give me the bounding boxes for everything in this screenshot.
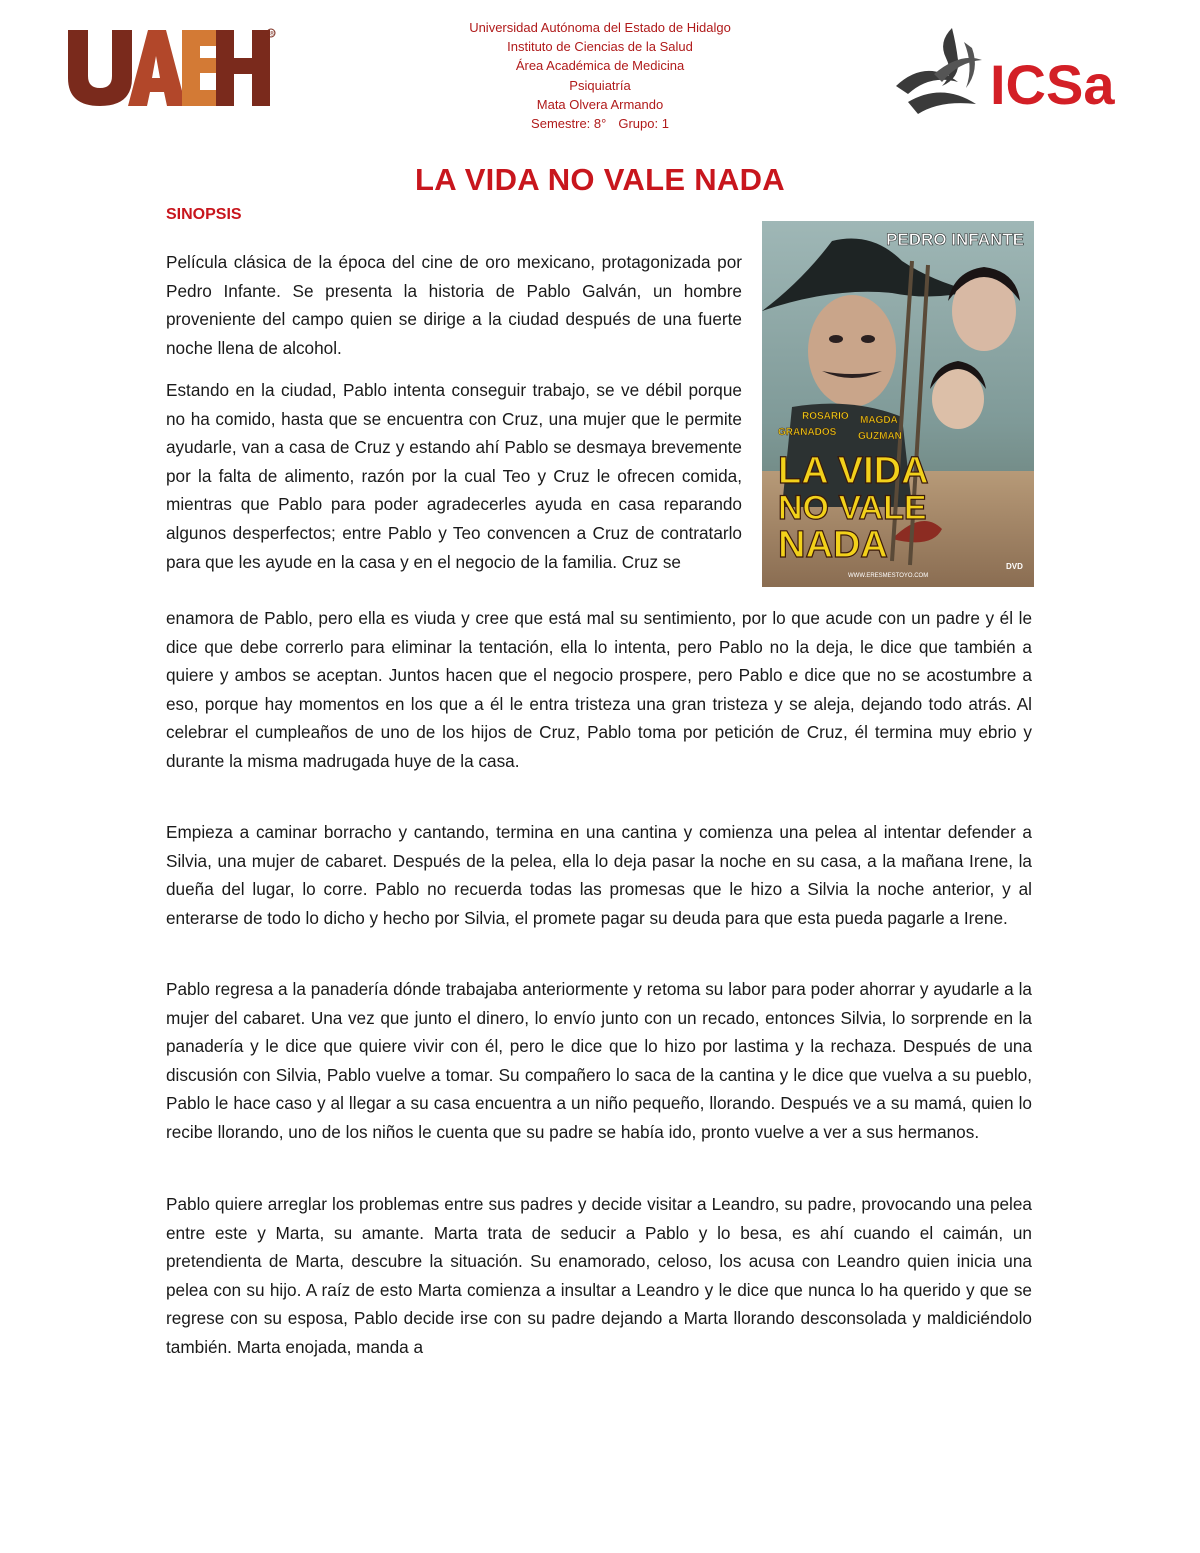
group-label: Grupo: 1 [618,116,669,132]
section-heading: SINOPSIS [166,206,242,223]
paragraph-3: Empieza a caminar borracho y cantando, termina en una cantina y comienza una pelea al intentar defender a Silvia, una mujer de cabaret. Después de la pelea, ella lo deja pasar la noche en su casa, a la mañana Irene, la dueña del lugar, lo corre. Pablo no recuerda todas las promesas que le hizo a Silvia la noche anterior, y al enterarse de todo lo dicho y hecho por Silvia, el promete pagar su deuda para que esta pueda pagarle a Irene. [166,822,1032,928]
poster-costar-2b: GUZMAN [858,431,902,442]
semester-group [380,114,820,133]
poster-costar-2a: MAGDA [860,415,898,426]
poster-costar-1b: GRANADOS [778,427,837,438]
institution-header [380,18,820,133]
poster-title-line-1: LA VIDA [778,450,929,492]
poster-title-line-2: NO VALE [778,489,927,527]
icsa-logo-text: ICSa [990,53,1115,114]
paragraph-1: Película clásica de la época del cine de oro mexicano, protagonizada por Pedro Infante. Se presenta la historia de Pablo Galván, un hombre proveniente del campo quien se dirige a la ciudad después de una fuerte noche llena de alcohol. [166,252,742,358]
movie-poster [762,221,1034,587]
area-name: Área Académica de Medicina [515,58,685,74]
student-name: Mata Olvera Armando [536,96,664,112]
semester-label: Semestre: 8° [531,116,607,132]
paragraph-5: Pablo quiere arreglar los problemas entre sus padres y decide visitar a Leandro, su padre, provocando una pelea entre este y Marta, su amante. Marta trata de seducir a Pablo y lo besa, es ahí cuando el caimán, un pretendienta de Marta, descubre la situación. Su enamorado, celoso, los acusa con Leandro quien inicia una pelea con su hijo. A raíz de esto Marta comienza a insultar a Leandro y le dice que nunca lo ha querido y que se regrese con su esposa, Pablo decide irse con su padre dejando a Marta llorando desconsolada y maldiciéndolo también. Marta enojada, manda a [166,1194,1032,1357]
poster-costar-1a: ROSARIO [802,411,849,422]
poster-site: WWW.ERESMESTOYO.COM [848,573,929,579]
institute-name: Instituto de Ciencias de la Salud [507,39,693,55]
paragraph-2-continued: enamora de Pablo, pero ella es viuda y cree que está mal su sentimiento, por lo que acude con un padre y él le dice que debe correrlo para eliminar la tentación, ella lo intenta, pero Pablo no la deja, le dice que también a quiere y ambos se aceptan. Juntos hacen que el negocio prospere, pero Pablo e dice que no se acostumbre a eso, porque hay momentos en los que a él le entra tristeza una gran tristeza y se aleja, dejando todo atrás. Al celebrar el cumpleaños de uno de los hijos de Cruz, Pablo toma por petición de Cruz, él termina muy ebrio y durante la misma madrugada huye de la casa. [166,608,1032,771]
paragraph-2: Estando en la ciudad, Pablo intenta conseguir trabajo, se ve débil porque no ha comido, hasta que se encuentra con Cruz, una mujer que le permite ayudarle, van a casa de Cruz y estando ahí Pablo se desmaya brevemente por la falta de alimento, razón por la cual Teo y Cruz le ofrecen comida, mientras que Pablo para poder agradecerles ayuda en casa reparando algunos desperfectos; entre Pablo y Teo convencen a Cruz de contratarlo para que les ayude en la casa y en el negocio de la familia. Cruz se [166,380,742,572]
icsa-logo [894,22,1120,114]
poster-title-line-3: NADA [778,524,888,566]
document-title: LA VIDA NO VALE NADA [415,162,785,197]
subject-name: Psiquiatría [569,77,631,93]
movie-poster-art [762,221,1034,587]
paragraph-4: Pablo regresa a la panadería dónde trabajaba anteriormente y retoma su labor para poder ahorrar y ayudarle a la mujer del cabaret. Una vez que junto el dinero, lo envío junto con un recado, entonces Silvia, lo sorprende en la panadería y le dice que quiere vivir con él, pero le dice que lo hizo por lastima y la rechaza. Después de una discusión con Silvia, Pablo vuelve a tomar. Su compañero lo saca de la cantina y le dice que vuelva a su pueblo, Pablo le hace caso y al llegar a su casa encuentra a un niño pequeño, llorando. Después ve a su mamá, quien lo recibe llorando, uno de los niños le cuenta que su padre se había ido, pronto vuelve a ver a sus hermanos. [166,979,1032,1142]
registered-mark: ® [269,30,275,38]
uaeh-logo [66,26,276,106]
university-name: Universidad Autónoma del Estado de Hidalgo [469,20,731,35]
poster-top-name: PEDRO INFANTE [886,230,1024,249]
poster-dvd: DVD [1006,562,1023,571]
